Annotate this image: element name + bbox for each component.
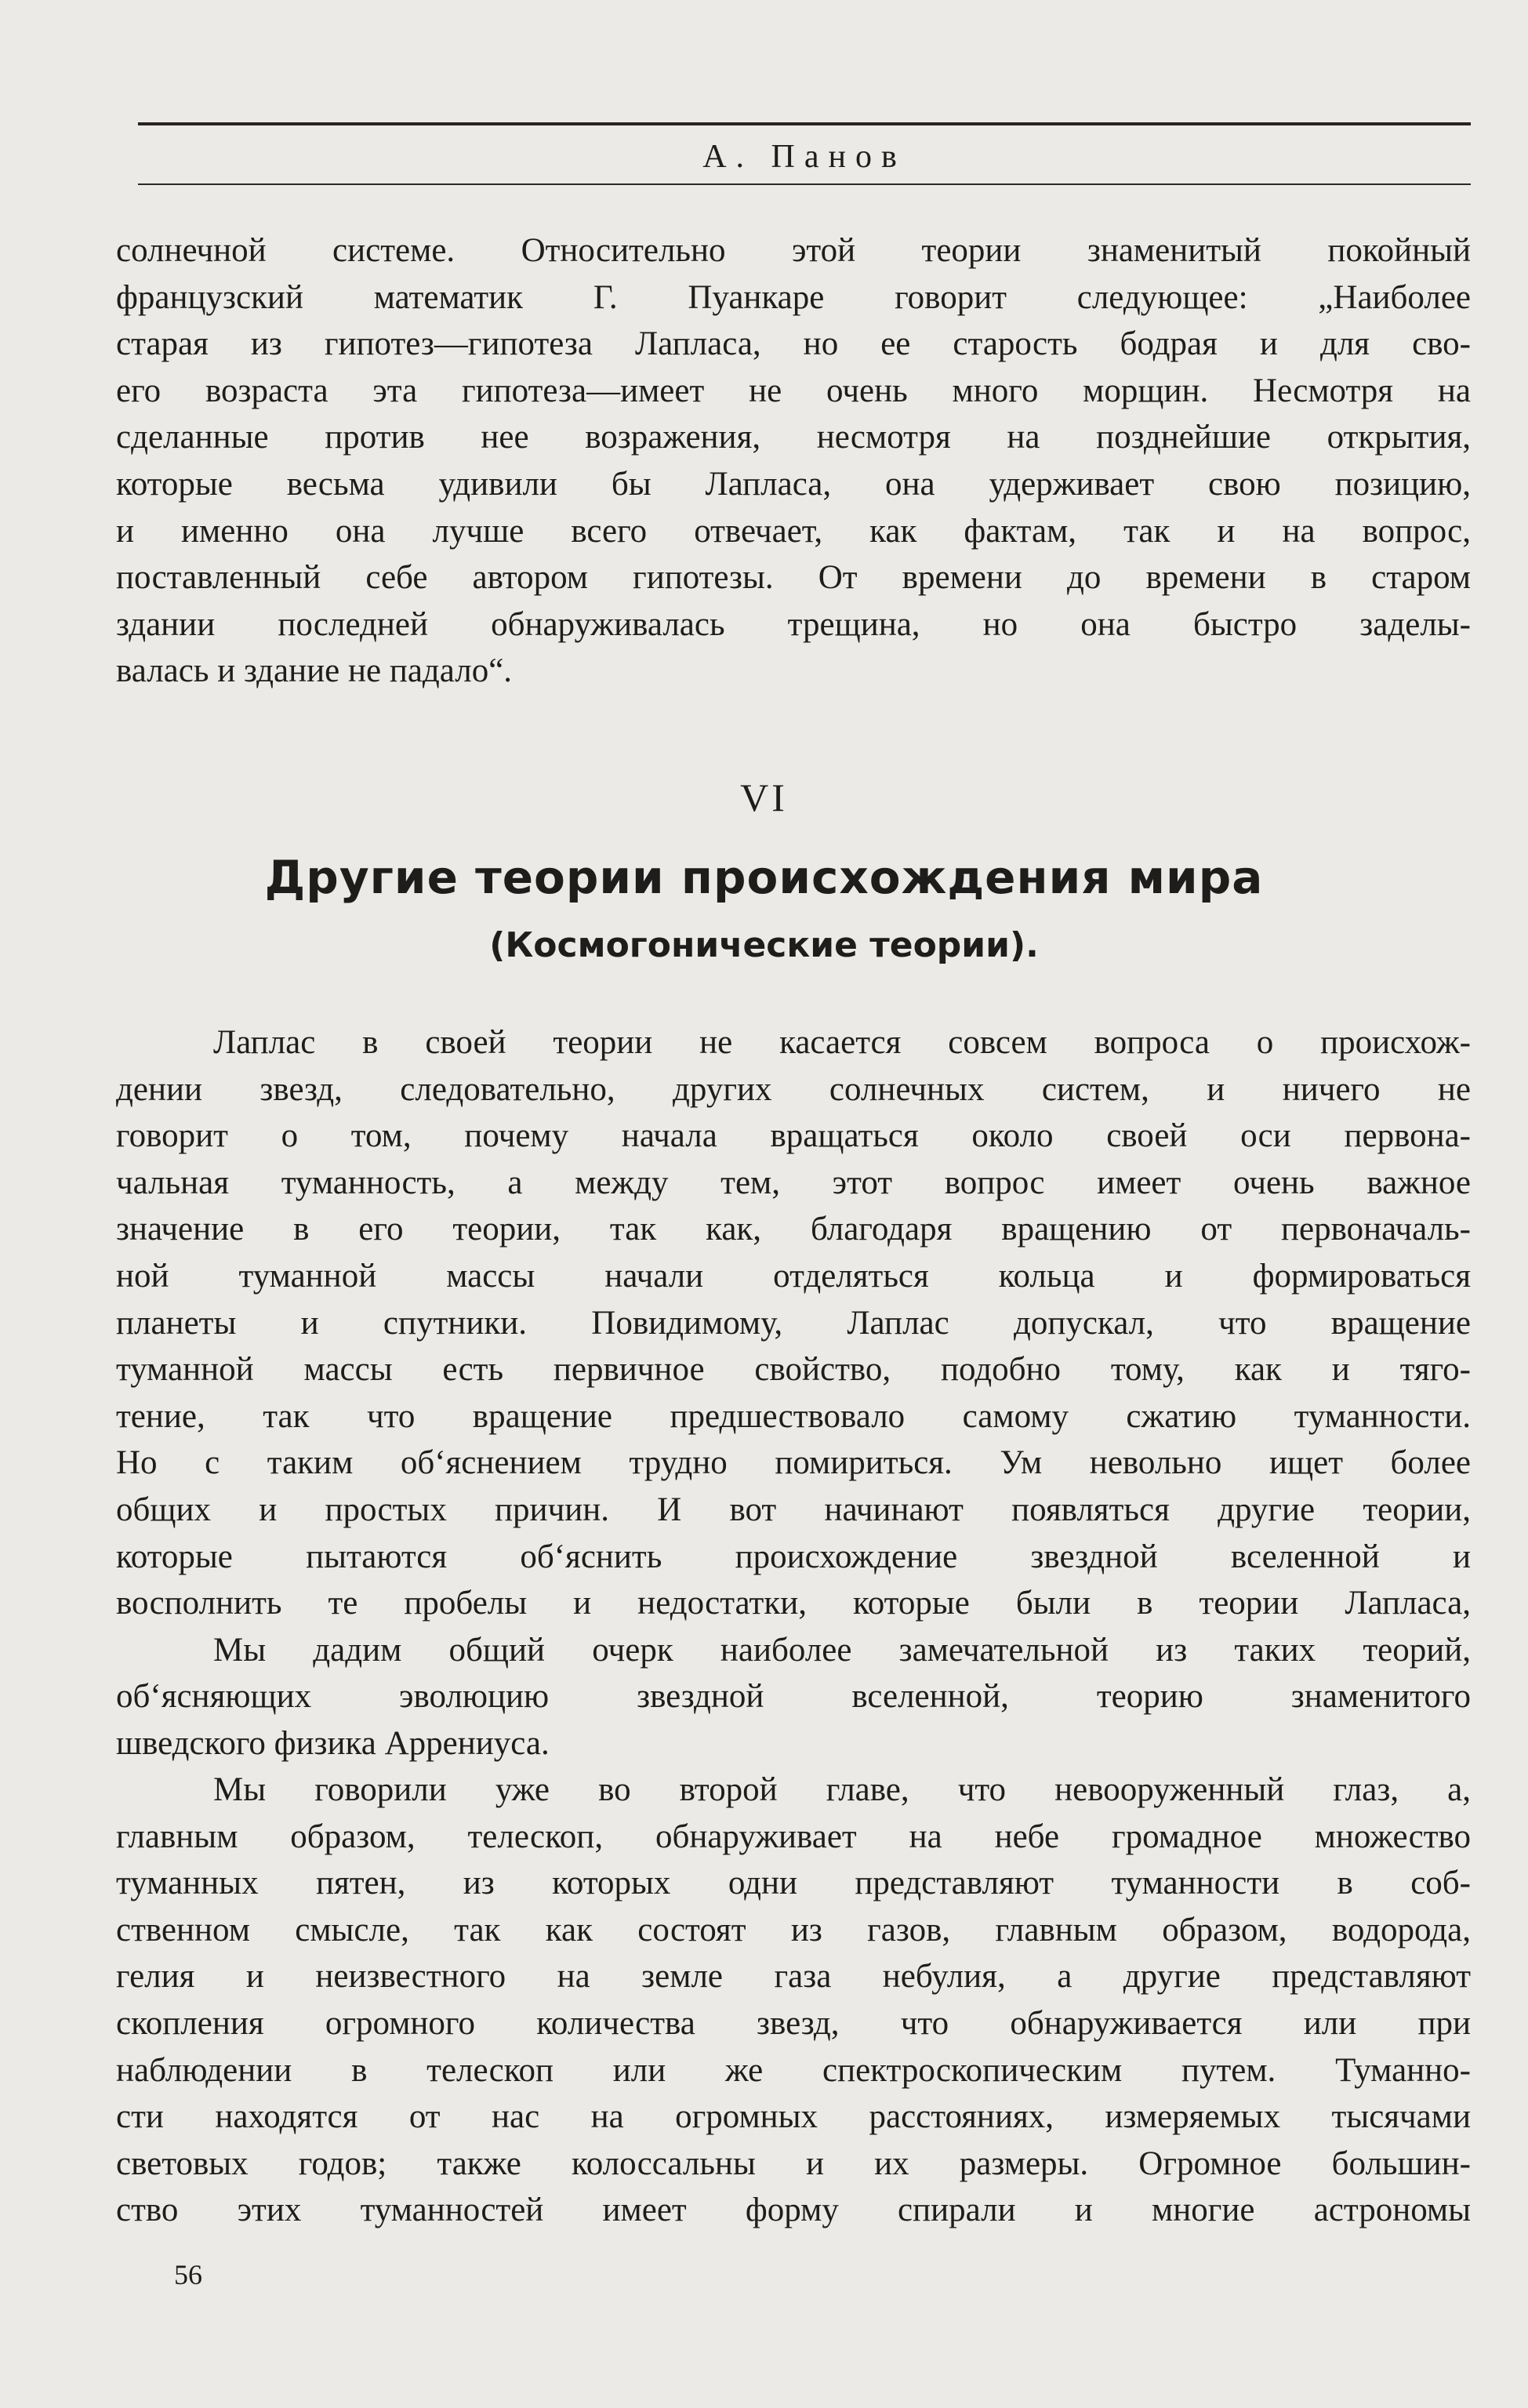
text-line: скопления огромного количества звезд, что обнаруживается или при [116,2004,1471,2042]
text-line: его возраста эта гипотеза—имеет не очень много морщин. Несмотря на [116,372,1471,409]
text-line: и именно она лучше всего отвечает, как фактам, так и на вопрос, [116,512,1471,550]
text-line: туманных пятен, из которых одни представляют туманности в соб- [116,1865,1471,1902]
text-line: здании последней обнаруживалась трещина, но она быстро заделы- [116,605,1471,643]
text-line: старая из гипотез—гипотеза Лапласа, но ее старость бодрая и для сво- [116,325,1471,363]
page-number: 56 [174,2259,202,2290]
text-line: Мы говорили уже во второй главе, что невооруженный глаз, а, [213,1771,1471,1808]
text-line: тение, так что вращение предшествовало самому сжатию туманности. [116,1397,1471,1435]
page-header [138,118,1471,188]
text-line: шведского физика Аррениуса. [116,1724,550,1762]
text-line: дении звезд, следовательно, других солнечных систем, и ничего не [116,1070,1471,1108]
text-line: говорит о том, почему начала вращаться около своей оси первона- [116,1117,1471,1155]
text-line: главным образом, телескоп, обнаруживает на небе громадное множество [116,1818,1471,1855]
text-line: сделанные против нее возражения, несмотря на позднейшие открытия, [116,419,1471,456]
text-line: планеты и спутники. Повидимому, Лаплас допускал, что вращение [116,1304,1471,1342]
text-line: наблюдении в телескоп или же спектроскопическим путем. Туманно- [116,2051,1471,2089]
chapter-title: Другие теории происхождения мира [264,851,1264,904]
text-line: об‘ясняющих эволюцию звездной вселенной, теорию знаменитого [116,1678,1471,1716]
header-top-rule [138,122,1471,125]
text-line: Лаплас в своей теории не касается совсем вопроса о происхож- [213,1024,1471,1061]
text-line: французский математик Г. Пуанкаре говорит следующее: „Наиболее [116,278,1471,316]
header-bottom-rule [138,183,1471,185]
text-line: световых годов; также колоссальны и их размеры. Огромное большин- [116,2145,1471,2182]
text-line: восполнить те пробелы и недостатки, которые были в теории Лапласа, [116,1585,1471,1622]
text-line: валась и здание не падало“. [116,652,513,690]
text-line: ственном смысле, так как состоят из газов, главным образом, водорода, [116,1911,1471,1949]
text-line: сти находятся от нас на огромных расстояниях, измеряемых тысячами [116,2098,1471,2136]
text-line: которые весьма удивили бы Лапласа, она удерживает свою позицию, [116,465,1471,503]
text-line: Мы дадим общий очерк наиболее замечательной из таких теорий, [213,1631,1471,1669]
text-line: чальная туманность, а между тем, этот вопрос имеет очень важное [116,1164,1471,1201]
text-line: поставленный себе автором гипотезы. От времени до времени в старом [116,559,1471,597]
text-line: солнечной системе. Относительно этой теории знаменитый покойный [116,232,1471,269]
running-head: А. Панов [702,139,906,175]
text-line: Но с таким об‘яснением трудно помириться. Ум невольно ищет более [116,1444,1471,1482]
text-line: общих и простых причин. И вот начинают появляться другие теории, [116,1491,1471,1528]
text-line: значение в его теории, так как, благодаря вращению от первоначаль- [116,1211,1471,1248]
text-line: ной туманной массы начали отделяться кольца и формироваться [116,1257,1471,1295]
chapter-subtitle: (Космогонические теории). [489,925,1039,965]
text-line: которые пытаются об‘яснить происхождение звездной вселенной и [116,1538,1471,1575]
text-line: гелия и неизвестного на земле газа небулия, а другие представляют [116,1958,1471,1996]
paragraph-group [116,1019,1471,1767]
paragraph [116,1767,1471,2234]
chapter-number: VI [740,775,788,819]
text-line: ство этих туманностей имеет форму спирали и многие астрономы [116,2192,1471,2229]
paragraph-continued [116,227,1471,695]
text-line: туманной массы есть первичное свойство, подобно тому, как и тяго- [116,1351,1471,1389]
